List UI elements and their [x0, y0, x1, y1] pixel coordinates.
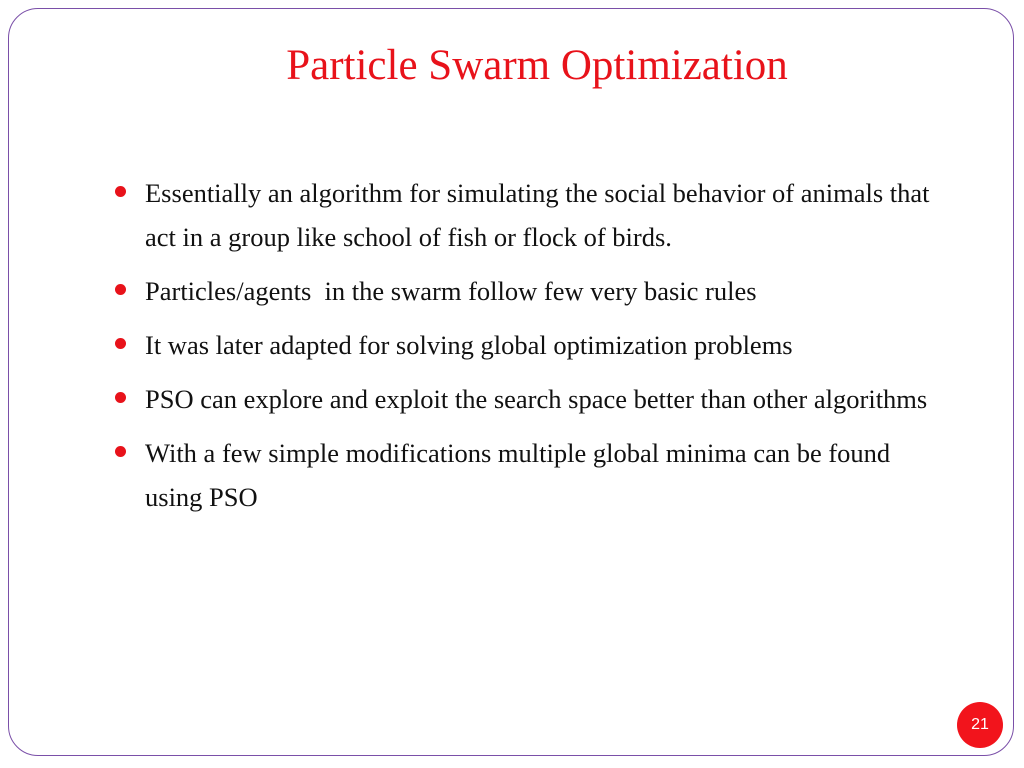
bullet-text: It was later adapted for solving global optimization problems — [145, 330, 793, 360]
bullet-list — [114, 171, 954, 529]
bullet-dot-icon — [115, 284, 126, 295]
list-item — [114, 171, 954, 259]
bullet-dot-icon — [115, 338, 126, 349]
bullet-dot-icon — [115, 446, 126, 457]
list-item — [114, 323, 954, 367]
bullet-dot-icon — [115, 392, 126, 403]
slide-title: Particle Swarm Optimization — [286, 42, 788, 89]
page-number-badge: 21 — [957, 702, 1003, 748]
bullet-text: Particles/agents in the swarm follow few very basic rules — [145, 276, 757, 306]
bullet-text: Essentially an algorithm for simulating the social behavior of animals that act in a group like school of fish or flock of birds. — [145, 178, 930, 252]
bullet-text: With a few simple modifications multiple global minima can be found using PSO — [145, 438, 891, 512]
bullet-text: PSO can explore and exploit the search space better than other algorithms — [145, 384, 928, 414]
bullet-dot-icon — [115, 186, 126, 197]
list-item — [114, 431, 954, 519]
list-item — [114, 269, 954, 313]
list-item — [114, 377, 954, 421]
